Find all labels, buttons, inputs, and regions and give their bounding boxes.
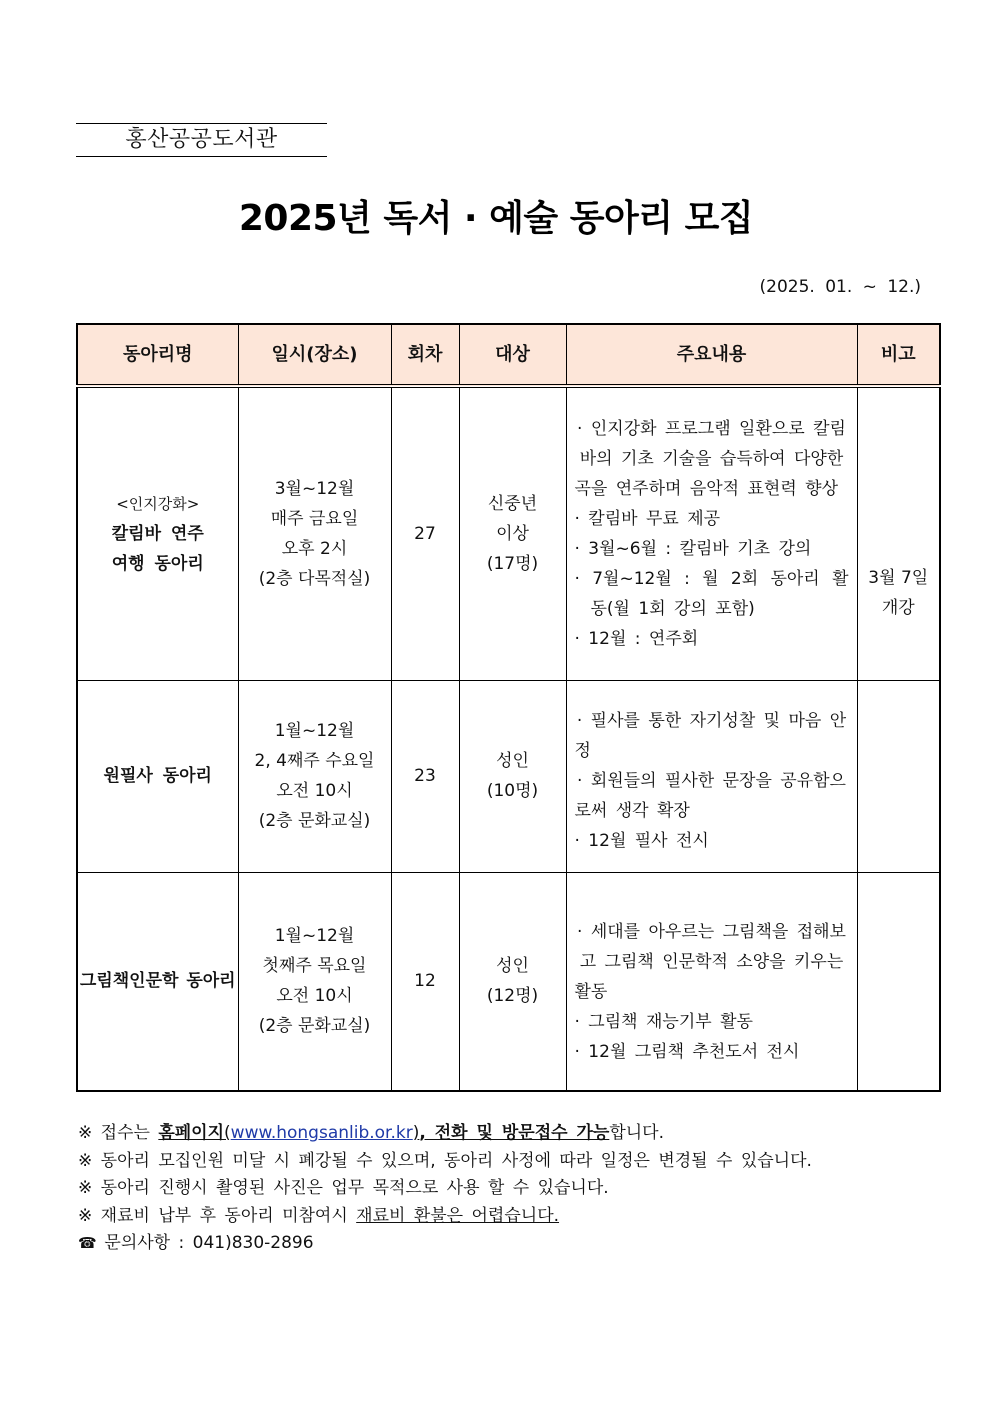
reference-mark: ※ [78,1150,93,1171]
column-header-content: 주요내용 [566,324,857,386]
homepage-link[interactable]: www.hongsanlib.or.kr [230,1123,413,1143]
content-item: · 회원들의 필사한 문장을 공유함으로써 생각 확장 [574,771,846,821]
club-name-line: 원필사 동아리 [103,766,212,786]
paren: ( [224,1123,231,1143]
content-cell [566,872,857,1091]
schedule-day: 매주 금요일 [270,508,359,529]
target-line: 성인 [496,956,529,977]
schedule-cell [238,872,391,1091]
content-item: · 칼림바 무료 제공 [574,508,721,529]
club-name-line: 여행 동아리 [111,553,204,574]
note-text: 재료비 납부 후 동아리 미참여시 [100,1205,357,1226]
club-table [76,323,941,1092]
table-row [77,680,940,872]
schedule-place: (2층 문화교실) [258,811,371,831]
schedule-day: 2, 4째주 수요일 [254,751,375,771]
schedule-cell [238,386,391,680]
organization-name: 홍산공공도서관 [76,123,327,157]
content-cell [566,680,857,872]
remark-cell [857,872,940,1091]
sessions-cell: 27 [391,386,459,680]
club-name-cell [77,872,238,1091]
target-capacity: (17명) [486,553,539,574]
reference-mark: ※ [78,1178,93,1198]
note-text: 동아리 진행시 촬영된 사진은 업무 목적으로 사용 할 수 있습니다. [100,1178,609,1198]
content-item: · 3월~6월 : 칼림바 기초 강의 [574,538,812,559]
target-capacity: (10명) [486,781,539,801]
content-item: · 필사를 통한 자기성찰 및 마음 안정 [574,711,847,761]
contact-info [78,1230,812,1258]
content-item: · 7월~12월 : 월 2회 동아리 활 [574,568,849,589]
schedule-time: 오전 10시 [276,986,353,1007]
reference-mark: ※ [78,1123,93,1143]
target-cell [459,872,566,1091]
note-refund [78,1203,812,1231]
note-photos [78,1175,812,1203]
schedule-time: 오후 2시 [281,538,348,559]
content-item: · 12월 필사 전시 [574,831,709,851]
note-cancellation [78,1148,812,1176]
content-item: · 12월 : 연주회 [574,628,699,649]
content-item: · 그림책 재능기부 활동 [574,1012,753,1033]
content-item-continued: 동(월 1회 강의 포함) [590,598,755,619]
reference-mark: ※ [78,1205,93,1226]
sessions-cell: 12 [391,872,459,1091]
table-header-row [77,324,940,386]
column-header-remark: 비고 [857,324,940,386]
remark-cell [857,680,940,872]
schedule-months: 3월~12월 [274,478,355,499]
target-line: 신중년 [487,493,538,514]
page-title: 2025년 독서 · 예술 동아리 모집 [238,198,754,239]
contact-text: 문의사항 : 041)830-2896 [104,1233,314,1253]
column-header-sessions: 회차 [391,324,459,386]
target-line: 성인 [496,751,529,771]
table-row [77,872,940,1091]
column-header-schedule: 일시(장소) [238,324,391,386]
club-name-cell [77,680,238,872]
target-line: 이상 [496,523,529,544]
content-item: · 세대를 아우르는 그림책을 접해보고 그림책 인문학적 소양을 키우는 활동 [574,922,846,1003]
note-text: 합니다. [609,1123,664,1143]
notes-section [78,1120,812,1258]
schedule-months: 1월~12월 [274,926,355,947]
note-text: 동아리 모집인원 미달 시 폐강될 수 있으며, 동아리 사정에 따라 일정은 변경될 수 있습니다. [100,1150,812,1171]
remark-line: 개강 [881,597,915,618]
column-header-club-name: 동아리명 [77,324,238,386]
club-tag: <인지강화> [116,494,200,513]
note-text: 접수는 [100,1123,159,1143]
table-row [77,386,940,680]
club-name-line: 그림책인문학 동아리 [79,971,236,992]
period-range: (2025. 01. ~ 12.) [759,277,921,297]
schedule-months: 1월~12월 [274,721,355,741]
content-item: · 인지강화 프로그램 일환으로 칼림바의 기초 기술을 습득하여 다양한 곡을 연주하며 음악적 표현력 향상 [574,418,846,499]
remark-cell [857,386,940,680]
column-header-target: 대상 [459,324,566,386]
note-registration [78,1120,812,1148]
schedule-time: 오전 10시 [276,781,353,801]
registration-methods: , 전화 및 방문접수 가능 [419,1123,610,1143]
paren: ) [412,1123,420,1143]
homepage-label: 홈페이지 [158,1123,225,1143]
target-capacity: (12명) [486,986,539,1007]
schedule-cell [238,680,391,872]
schedule-place: (2층 문화교실) [258,1016,371,1037]
sessions-cell: 23 [391,680,459,872]
refund-warning: 재료비 환불은 어렵습니다. [356,1205,560,1226]
remark-line: 3월 7일 [868,567,929,588]
club-name-cell [77,386,238,680]
content-cell [566,386,857,680]
club-name-line: 칼림바 연주 [111,523,204,544]
target-cell [459,386,566,680]
schedule-place: (2층 다목적실) [258,568,371,589]
phone-icon: ☎ [78,1234,97,1252]
schedule-day: 첫째주 목요일 [262,956,367,977]
target-cell [459,680,566,872]
content-item: · 12월 그림책 추천도서 전시 [574,1042,800,1063]
